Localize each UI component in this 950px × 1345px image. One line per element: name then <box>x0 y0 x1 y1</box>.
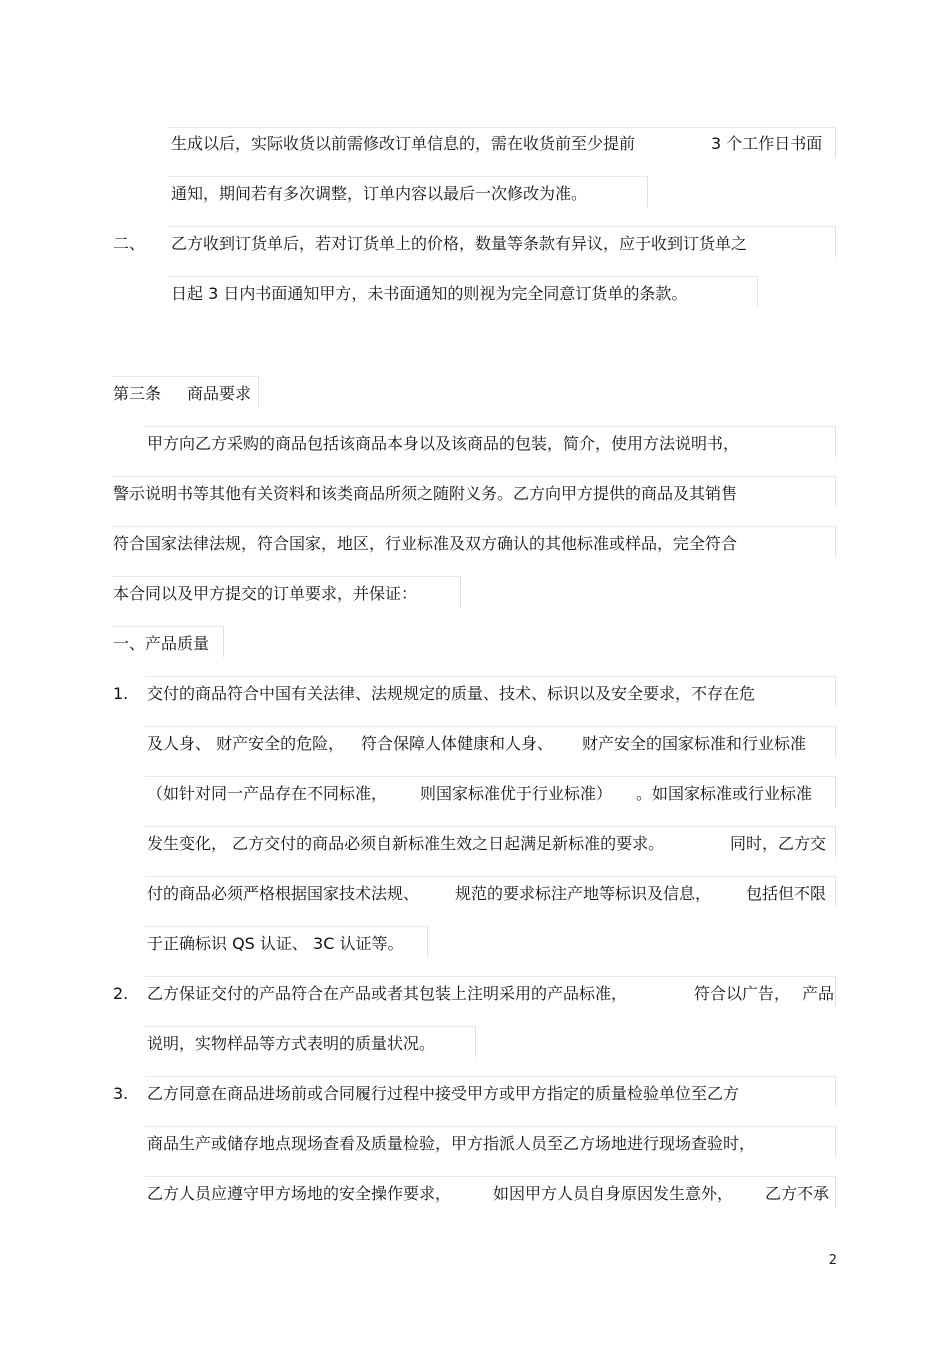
item-line: 同时，乙方交 <box>730 834 827 853</box>
item-line: 如因甲方人员自身原因发生意外， <box>493 1184 734 1203</box>
item-line: 财产安全的国家标准和行业标准 <box>582 734 807 753</box>
item-line: 产品 <box>802 984 835 1003</box>
item-line: （如针对同一产品存在不同标准， <box>147 784 388 803</box>
item-line: 包括但不限 <box>746 884 827 903</box>
item-number: 2. <box>113 984 129 1003</box>
item-line: 乙方保证交付的产品符合在产品或者其包装上注明采用的产品标准， <box>147 984 628 1003</box>
article-label: 第三条 <box>113 384 162 403</box>
paragraph-line: 甲方向乙方采购的商品包括该商品本身以及该商品的包装，简介，使用方法说明书， <box>147 434 740 453</box>
paragraph-line: 警示说明书等其他有关资料和该类商品所须之随附义务。乙方向甲方提供的商品及其销售 <box>113 484 738 503</box>
item-line: 符合保障人体健康和人身、 <box>361 734 554 753</box>
item-number: 3. <box>113 1084 129 1103</box>
item-line: 商品生产或储存地点现场查看及质量检验，甲方指派人员至乙方场地进行现场查验时， <box>147 1134 756 1153</box>
clause-number: 二、 <box>113 234 146 253</box>
item-line: 及人身、 财产安全的危险， <box>147 734 345 753</box>
item-line: 则国家标准优于行业标准） <box>420 784 613 803</box>
paragraph-line: 符合国家法律法规，符合国家，地区，行业标准及双方确认的其他标准或样品，完全符合 <box>113 534 738 553</box>
text-line: 日起 3 日内书面通知甲方，未书面通知的则视为完全同意订货单的条款。 <box>171 284 688 303</box>
text-line: 生成以后，实际收货以前需修改订单信息的，需在收货前至少提前 <box>171 134 636 153</box>
text-line: 乙方收到订货单后，若对订货单上的价格，数量等条款有异议，应于收到订货单之 <box>171 234 748 253</box>
item-line: 发生变化， 乙方交付的商品必须自新标准生效之日起满足新标准的要求。 <box>147 834 665 853</box>
item-line: 乙方同意在商品进场前或合同履行过程中接受甲方或甲方指定的质量检验单位至乙方 <box>147 1084 740 1103</box>
item-line: 。如国家标准或行业标准 <box>636 784 813 803</box>
item-line: 于正确标识 QS 认证、 3C 认证等。 <box>147 934 404 953</box>
item-line: 交付的商品符合中国有关法律、法规规定的质量、技术、标识以及安全要求，不存在危 <box>147 684 756 703</box>
text-line: 3 个工作日书面 <box>711 134 823 153</box>
item-line: 付的商品必须严格根据国家技术法规、 <box>147 884 420 903</box>
article-title: 商品要求 <box>187 384 252 403</box>
text-line: 通知，期间若有多次调整，订单内容以最后一次修改为准。 <box>171 184 588 203</box>
item-number: 1. <box>113 684 129 703</box>
page-number: 2 <box>828 1253 837 1268</box>
item-line: 乙方人员应遵守甲方场地的安全操作要求， <box>147 1184 452 1203</box>
item-line: 乙方不承 <box>765 1184 830 1203</box>
paragraph-line: 本合同以及甲方提交的订单要求，并保证： <box>113 584 418 603</box>
section-heading: 一、产品质量 <box>113 634 210 653</box>
item-line: 规范的要求标注产地等标识及信息， <box>455 884 712 903</box>
item-line: 说明，实物样品等方式表明的质量状况。 <box>147 1034 436 1053</box>
item-line: 符合以广告， <box>694 984 791 1003</box>
